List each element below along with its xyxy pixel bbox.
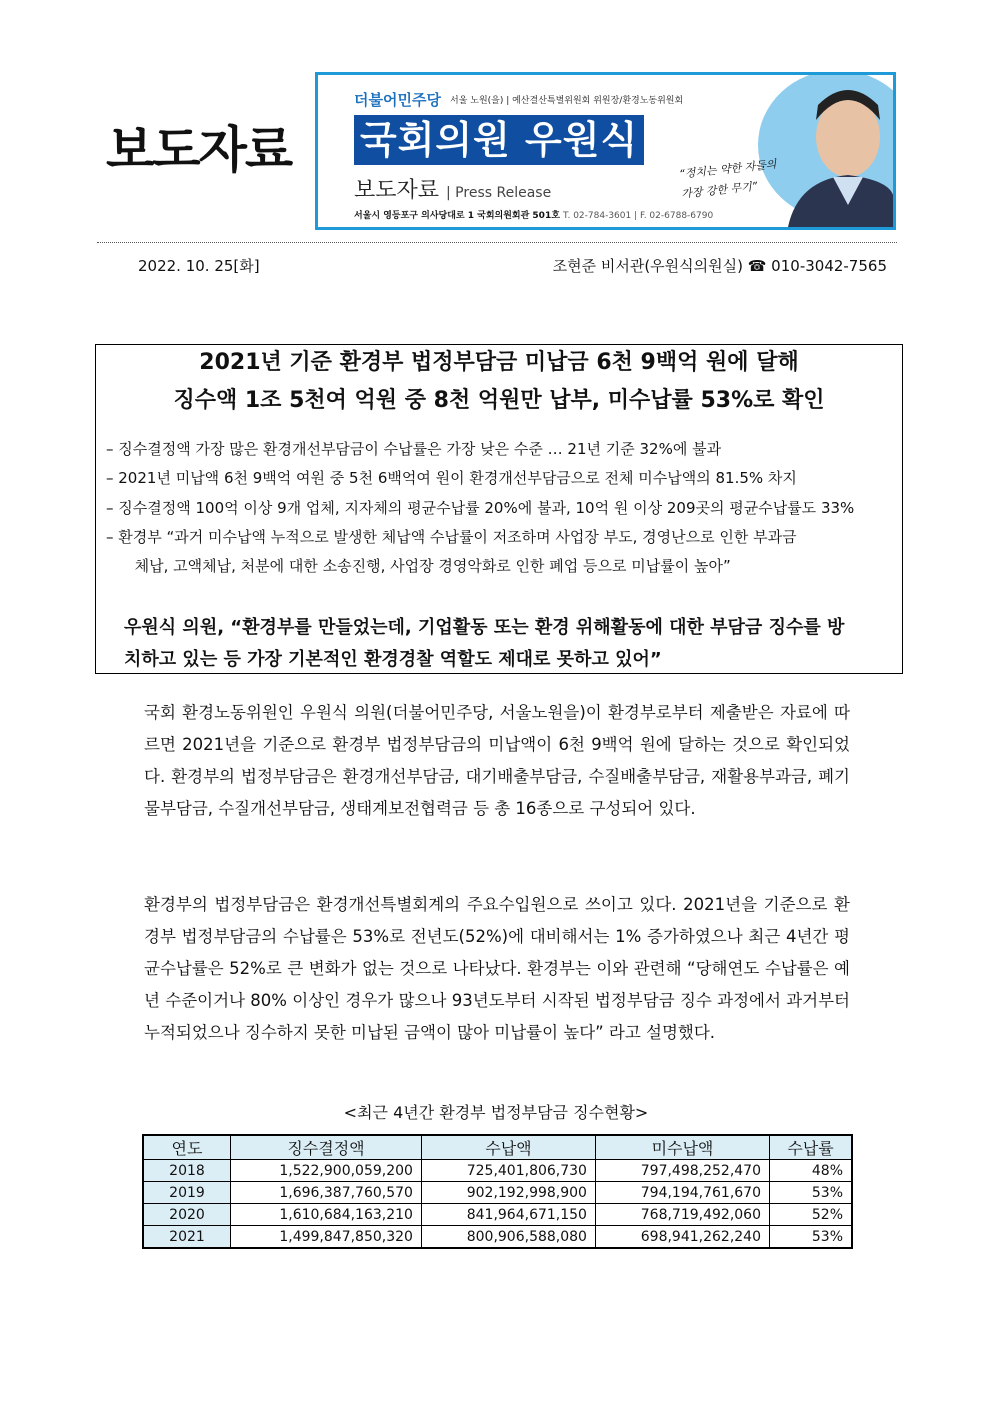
bullet: – 징수결정액 가장 많은 환경개선부담금이 수납률은 가장 낮은 수준 … 21년 기준 32%에 불과 <box>106 440 722 458</box>
quote: 치하고 있는 등 가장 기본적인 환경경찰 역할도 제대로 못하고 있어” <box>124 649 662 670</box>
headline-2: 징수액 1조 5천여 억원 중 8천 억원만 납부, 미수납률 53%로 확인 <box>173 388 825 413</box>
table-cell: 698,941,262,240 <box>595 1226 769 1249</box>
bullet: – 2021년 미납액 6천 9백억 여원 중 5천 6백억여 원이 환경개선부담금으로 전체 미수납액의 81.5% 차지 <box>106 469 797 487</box>
table-cell: 2018 <box>143 1160 231 1182</box>
table-cell: 1,499,847,850,320 <box>231 1226 422 1249</box>
col-header: 연도 <box>143 1135 231 1160</box>
quote: 우원식 의원, “환경부를 만들었는데, 기업활동 또는 환경 위해활동에 대한 부담금 징수를 방 <box>124 617 845 638</box>
col-header: 미수납액 <box>595 1135 769 1160</box>
doc-title: 보도자료 <box>106 121 292 179</box>
bullet: – 환경부 “과거 미수납액 누적으로 발생한 체납액 수납률이 저조하며 사업장 부도, 경영난으로 인한 부과금 <box>106 528 797 546</box>
col-header: 수납액 <box>421 1135 595 1160</box>
address-text: 서울시 영등포구 의사당대로 1 국회의원회관 501호 <box>354 211 560 221</box>
slogan: “정치는 약한 자들의 가장 강한 무기” <box>678 157 778 201</box>
contact: 조현준 비서관(우원식의원실) ☎ 010-3042-7565 <box>552 257 887 275</box>
table-cell: 797,498,252,470 <box>595 1160 769 1182</box>
table-row <box>143 1160 852 1182</box>
party-logo: 더불어민주당 <box>354 91 441 109</box>
phone: T. 02-784-3601 | F. 02-6788-6790 <box>563 211 714 221</box>
banner <box>315 72 896 230</box>
table-cell: 1,610,684,163,210 <box>231 1204 422 1226</box>
bullet: 체납, 고액체납, 처분에 대한 소송진행, 사업장 경영악화로 인한 폐업 등으로 미납률이 높아” <box>106 557 731 575</box>
summary-box <box>95 344 903 674</box>
table-row <box>143 1182 852 1204</box>
table-cell: 794,194,761,670 <box>595 1182 769 1204</box>
headline-1: 2021년 기준 환경부 법정부담금 미납금 6천 9백억 원에 달해 <box>199 350 799 375</box>
table-cell: 1,696,387,760,570 <box>231 1182 422 1204</box>
table-cell: 902,192,998,900 <box>421 1182 595 1204</box>
table-cell: 2019 <box>143 1182 231 1204</box>
divider <box>97 242 897 243</box>
paragraph: 환경부의 법정부담금은 환경개선특별회계의 주요수입원으로 쓰이고 있다. 2021년을 기준으로 환경부 법정부담금의 수납률은 53%로 전년도(52%)에 대비해서는 1% 증가하였으나 최근 4년간 평균수납률은 52%로 큰 변화가 없는 것으로 나타났다. 환경부는 이와 관련해 “당해연도 수납률은 예년 수준이거나 80% 이상인 경우가 많으나 93년도부터 시작된 법정부담금 징수 과정에서 과거부터 누적되었으나 징수하지 못한 미납된 금액이 많아 미납률이 높다” 라고 설명했다. <box>144 895 850 1042</box>
member-name: 국회의원 우원식 <box>354 115 644 165</box>
table-row <box>143 1226 852 1249</box>
table-header <box>143 1135 852 1160</box>
address <box>354 208 713 221</box>
table-cell: 725,401,806,730 <box>421 1160 595 1182</box>
label-ko: 보도자료 <box>354 178 440 203</box>
table-cell: 48% <box>770 1160 853 1182</box>
table-cell: 53% <box>770 1226 853 1249</box>
col-header: 수납률 <box>770 1135 853 1160</box>
label-en: | Press Release <box>446 185 552 201</box>
paragraph: 국회 환경노동위원인 우원식 의원(더불어민주당, 서울노원을)이 환경부로부터 제출받은 자료에 따르면 2021년을 기준으로 환경부 법정부담금의 미납액이 6천 9백억 원에 달하는 것으로 확인되었다. 환경부의 법정부담금은 환경개선부담금, 대기배출부담금, 수질배출부담금, 재활용부과금, 폐기물부담금, 수질개선부담금, 생태계보전협력금 등 총 16종으로 구성되어 있다. <box>144 703 850 818</box>
table-cell: 2020 <box>143 1204 231 1226</box>
district: 서울 노원(을) | 예산결산특별위원회 위원장/환경노동위원회 <box>450 96 684 106</box>
table-cell: 800,906,588,080 <box>421 1226 595 1249</box>
table-cell: 768,719,492,060 <box>595 1204 769 1226</box>
date: 2022. 10. 25[화] <box>138 257 260 275</box>
table-cell: 2021 <box>143 1226 231 1249</box>
member-photo <box>718 75 893 227</box>
table-cell: 1,522,900,059,200 <box>231 1160 422 1182</box>
table-caption: <최근 4년간 환경부 법정부담금 징수현황> <box>343 1103 649 1122</box>
table-cell: 841,964,671,150 <box>421 1204 595 1226</box>
press-label <box>354 173 551 204</box>
table-cell: 53% <box>770 1182 853 1204</box>
collection-table <box>142 1134 853 1249</box>
table-row <box>143 1204 852 1226</box>
table-cell: 52% <box>770 1204 853 1226</box>
col-header: 징수결정액 <box>231 1135 422 1160</box>
bullet: – 징수결정액 100억 이상 9개 업체, 지자체의 평균수납률 20%에 불과, 10억 원 이상 209곳의 평균수납률도 33% <box>106 499 855 517</box>
